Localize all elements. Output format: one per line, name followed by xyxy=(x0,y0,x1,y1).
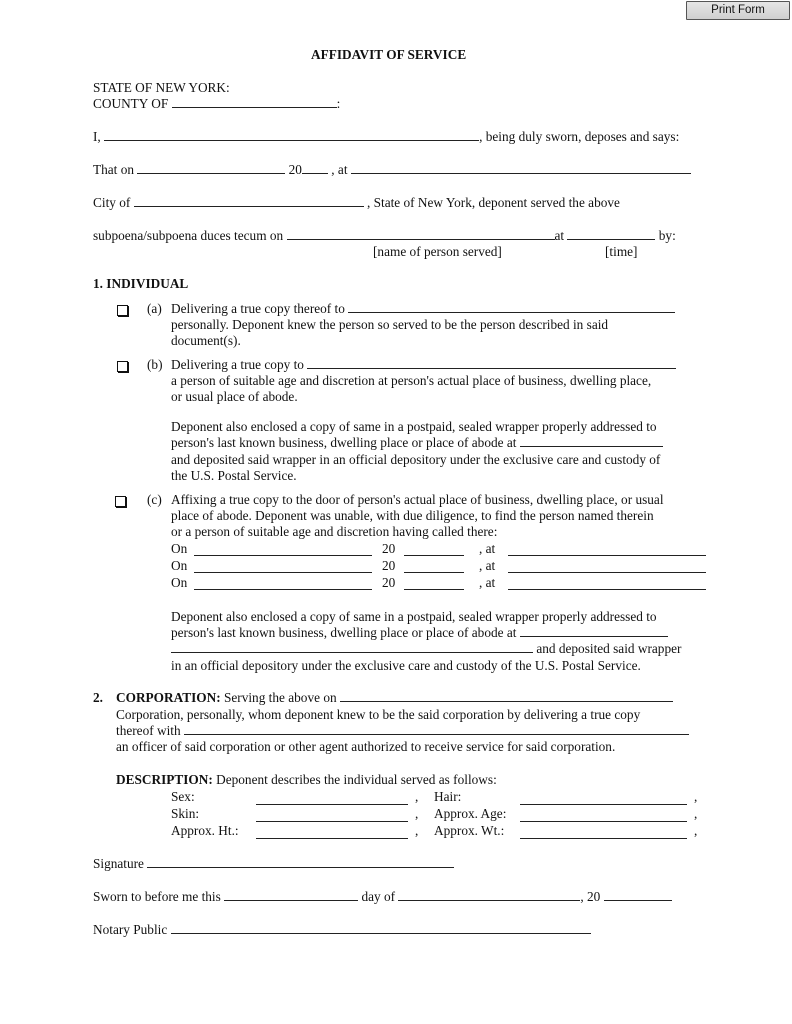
print-form-button[interactable]: Print Form xyxy=(686,1,790,20)
person-served-field[interactable] xyxy=(287,228,555,240)
attempt-2-date-field[interactable] xyxy=(194,561,372,573)
corporation-text: Serving the above on xyxy=(223,690,337,705)
option-c-line3: or a person of suitable age and discretion having called there: xyxy=(171,524,498,539)
skin-label: Skin: xyxy=(171,806,200,821)
attempt-2-location-field[interactable] xyxy=(508,561,706,573)
option-c-line2: place of abode. Deponent was unable, with due diligence, to find the person named therein xyxy=(171,508,654,523)
corporation-officer-field[interactable] xyxy=(184,723,689,735)
corporation-line3 xyxy=(116,723,689,739)
subpoena-line xyxy=(93,228,676,244)
attempt-3-date-field[interactable] xyxy=(194,578,372,590)
mail-c-line4: in an official depository under the exclusive care and custody of the U.S. Postal Service. xyxy=(171,658,641,673)
mail-c-line3 xyxy=(171,641,681,657)
sworn-month-field[interactable] xyxy=(398,889,580,901)
mail-a-line3: and deposited said wrapper in an official depository under the exclusive care and custody of xyxy=(171,452,661,467)
on-label: On xyxy=(171,575,188,590)
weight-field[interactable] xyxy=(520,827,687,839)
age-field[interactable] xyxy=(520,810,687,822)
service-date-line xyxy=(93,162,691,178)
county-field[interactable] xyxy=(172,96,337,108)
comma-at-label: , at xyxy=(479,541,496,556)
attempt-row-1 xyxy=(171,541,496,557)
hair-label: Hair: xyxy=(434,789,462,804)
attempt-1-location-field[interactable] xyxy=(508,544,706,556)
checkbox-c[interactable] xyxy=(115,496,126,507)
signature-line xyxy=(93,856,454,872)
service-address-field[interactable] xyxy=(351,162,691,174)
comma-at-label: , at xyxy=(479,558,496,573)
option-b-line1 xyxy=(171,357,676,373)
corporation-name-field[interactable] xyxy=(340,690,673,702)
comma-at-label: , at xyxy=(331,162,348,177)
year-label: 20 xyxy=(382,575,396,590)
option-b-line2: a person of suitable age and discretion at person's actual place of business, dwelling place, xyxy=(171,373,652,388)
mail-a-line4: the U.S. Postal Service. xyxy=(171,468,297,483)
option-b-text: Delivering a true copy to xyxy=(171,357,304,372)
mail-c-text: person's last known business, dwelling place or place of abode at xyxy=(171,625,517,640)
county-label: COUNTY OF xyxy=(93,96,169,111)
sworn-text: , being duly sworn, deposes and says: xyxy=(479,129,680,144)
option-c-label: (c) xyxy=(147,492,162,507)
city-of-label: City of xyxy=(93,195,131,210)
corporation-line2: Corporation, personally, whom deponent knew to be the said corporation by delivering a true copy xyxy=(116,707,641,722)
section-2-number: 2. xyxy=(93,690,103,705)
year-label: 20 xyxy=(382,558,396,573)
by-label: by: xyxy=(658,228,676,243)
weight-label: Approx. Wt.: xyxy=(434,823,505,838)
hair-field[interactable] xyxy=(520,793,687,805)
option-a-line1 xyxy=(171,301,675,317)
mail-c-line2 xyxy=(171,625,668,641)
notary-line xyxy=(93,922,591,938)
mail-c-address-field[interactable] xyxy=(520,625,668,637)
mail-c-suffix: and deposited said wrapper xyxy=(536,641,682,656)
time-field[interactable] xyxy=(567,228,655,240)
option-b-line3: or usual place of abode. xyxy=(171,389,298,404)
county-colon: : xyxy=(336,96,341,111)
sworn-year-field[interactable] xyxy=(604,889,672,901)
comma: , xyxy=(694,789,698,804)
checkbox-b[interactable] xyxy=(117,361,128,372)
sex-field[interactable] xyxy=(256,793,408,805)
age-label: Approx. Age: xyxy=(434,806,507,821)
height-label: Approx. Ht.: xyxy=(171,823,239,838)
that-on-label: That on xyxy=(93,162,134,177)
sworn-before-label: Sworn to before me this xyxy=(93,889,221,904)
option-a-text: Delivering a true copy thereof to xyxy=(171,301,345,316)
document-title: AFFIDAVIT OF SERVICE xyxy=(311,47,467,62)
comma: , xyxy=(415,806,419,821)
service-date-field[interactable] xyxy=(137,162,285,174)
option-a-line2: personally. Deponent knew the person so served to be the person described in said xyxy=(171,317,609,332)
thereof-with-label: thereof with xyxy=(116,723,181,738)
attempt-1-date-field[interactable] xyxy=(194,544,372,556)
option-b-recipient-field[interactable] xyxy=(307,357,676,369)
corporation-line1 xyxy=(116,690,673,706)
state-served-text: , State of New York, deponent served the above xyxy=(366,195,620,210)
signature-field[interactable] xyxy=(147,856,454,868)
option-b-label: (b) xyxy=(147,357,163,372)
option-c-line1: Affixing a true copy to the door of person's actual place of business, dwelling place, or usual xyxy=(171,492,664,507)
comma: , xyxy=(694,806,698,821)
corporation-heading: CORPORATION: xyxy=(116,690,221,705)
mail-a-line1: Deponent also enclosed a copy of same in a postpaid, sealed wrapper properly addressed to xyxy=(171,419,657,434)
year-prefix: 20 xyxy=(288,162,302,177)
notary-field[interactable] xyxy=(171,922,591,934)
attempt-row-3 xyxy=(171,575,496,591)
name-caption: [name of person served] xyxy=(373,244,502,259)
attempt-row-2 xyxy=(171,558,496,574)
sworn-day-field[interactable] xyxy=(224,889,358,901)
corporation-line4: an officer of said corporation or other agent authorized to receive service for said corporation. xyxy=(116,739,616,754)
county-line xyxy=(93,96,340,112)
time-caption: [time] xyxy=(605,244,638,259)
on-label: On xyxy=(171,541,188,556)
deponent-line xyxy=(93,129,679,145)
sworn-line xyxy=(93,889,672,905)
comma: , xyxy=(415,823,419,838)
checkbox-a[interactable] xyxy=(117,305,128,316)
city-line xyxy=(93,195,620,211)
comma-20-label: , 20 xyxy=(580,889,601,904)
attempt-3-year-field[interactable] xyxy=(404,578,464,590)
mail-c-address-field-2[interactable] xyxy=(171,641,533,653)
city-field[interactable] xyxy=(134,195,364,207)
sex-label: Sex: xyxy=(171,789,195,804)
attempt-2-year-field[interactable] xyxy=(404,561,464,573)
skin-field[interactable] xyxy=(256,810,408,822)
mail-a-line2 xyxy=(171,435,663,451)
option-a-line3: document(s). xyxy=(171,333,241,348)
mail-a-address-field[interactable] xyxy=(520,435,663,447)
i-label: I, xyxy=(93,129,101,144)
signature-label: Signature xyxy=(93,856,144,871)
comma-at-label: , at xyxy=(479,575,496,590)
day-of-label: day of xyxy=(361,889,396,904)
comma: , xyxy=(415,789,419,804)
description-intro: Deponent describes the individual served as follows: xyxy=(216,772,497,787)
service-year-field[interactable] xyxy=(302,162,328,174)
attempt-1-year-field[interactable] xyxy=(404,544,464,556)
subpoena-label: subpoena/subpoena duces tecum on xyxy=(93,228,284,243)
deponent-name-field[interactable] xyxy=(104,129,479,141)
height-field[interactable] xyxy=(256,827,408,839)
notary-label: Notary Public xyxy=(93,922,168,937)
description-heading: DESCRIPTION: xyxy=(116,772,213,787)
mail-a-text: person's last known business, dwelling place or place of abode at xyxy=(171,435,517,450)
year-label: 20 xyxy=(382,541,396,556)
at-label: at xyxy=(554,228,565,243)
section-individual-heading: 1. INDIVIDUAL xyxy=(93,276,189,291)
comma: , xyxy=(694,823,698,838)
option-a-recipient-field[interactable] xyxy=(348,301,675,313)
on-label: On xyxy=(171,558,188,573)
description-line xyxy=(116,772,497,788)
state-label: STATE OF NEW YORK: xyxy=(93,80,230,95)
option-a-label: (a) xyxy=(147,301,162,316)
mail-c-line1: Deponent also enclosed a copy of same in a postpaid, sealed wrapper properly addressed to xyxy=(171,609,657,624)
attempt-3-location-field[interactable] xyxy=(508,578,706,590)
